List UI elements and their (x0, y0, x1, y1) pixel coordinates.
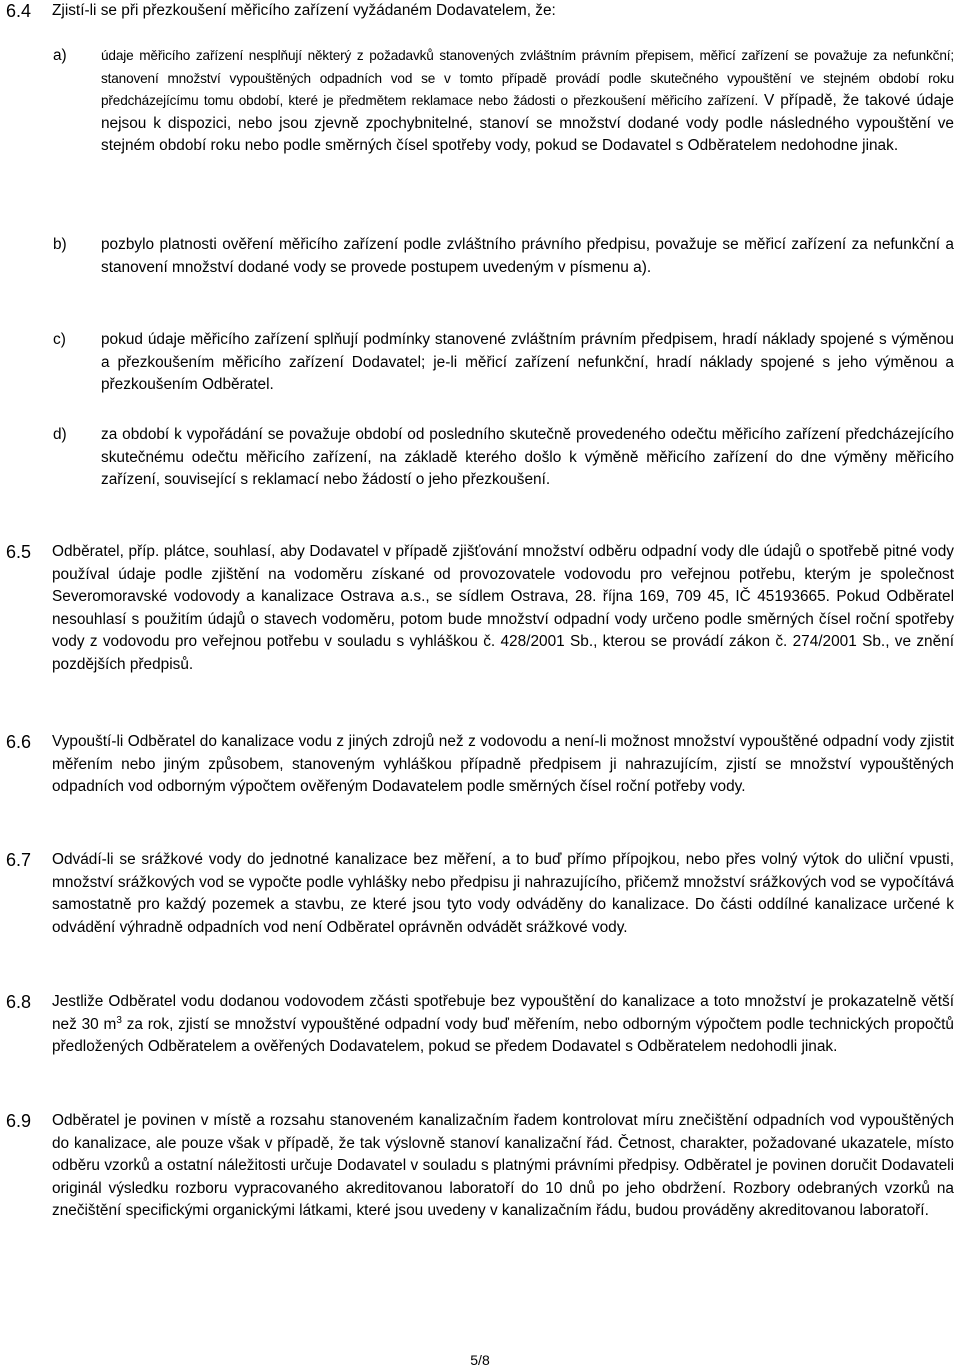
page-number: 5/8 (470, 1352, 490, 1368)
item-text (101, 45, 954, 158)
section-text: Vypouští-li Odběratel do kanalizace vodu z jiných zdrojů než z vodovodu a není-li možnost množství vypouštěné odpadní vody zjistit měřením nebo jiným způsobem, stanoveným vyhláškou případně předpisem ji nahrazujícím, zjistí se množství vypouštěných odpadních vod odborným výpočtem ověřeným Dodavatelem podle směrných čísel roční potřeby vody. (52, 733, 954, 795)
section-text: Odběratel je povinen v místě a rozsahu stanoveném kanalizačním řadem kontrolovat míru znečištění odpadních vod vypouštěných do kanalizace, ale pouze však v případě, že tak výslovně stanoví kanalizační řád. Četnost, charakter, požadované ukazatele, místo odběru vzorků a ostatní náležitosti určuje Dodavatel v souladu s platnými právními předpisy. Odběratel je povinen doručit Dodavateli originál výsledku rozboru vypracovaného akreditovanou laboratoří do 10 dnů po jeho obdržení. Rozbory odebraných vzorků na znečištění specifickými organickými látkami, které jsou uvedeny v kanalizačním řádu, budou prováděny akreditovanou laboratoří. (52, 1112, 954, 1219)
section-number: 6.8 (6, 992, 32, 1012)
item-text-part: údaje měřicího zařízení nesplňují některý z požadavků stanovených zvláštním právním přepisem, měřicí zařízení se považuje za nefunkční; stanovení množství vypouštěných odpadních vod se v tomto případě provádí podle skutečného vypouštění ve stejném období roku předcházejícímu tomu období, které je předmětem reklamace nebo žádosti o přezkoušení měřicího zařízení. (101, 48, 954, 108)
section-number: 6.4 (6, 1, 32, 21)
item-text: za období k vypořádání se považuje období od posledního skutečně provedeného odečtu měřicího zařízení předcházejícího skutečnému odečtu měřicího zařízení, na základě kterého došlo k výměně měřicího zařízení do dne výměny měřicího zařízení, související s reklamací nebo žádostí o jeho přezkoušení. (101, 426, 954, 488)
section-text-part: Jestliže Odběratel vodu dodanou vodovodem zčásti spotřebuje bez vypouštění do kanalizace a toto množství je prokazatelně větší než 30 m (52, 993, 954, 1033)
section-text-part: za rok, zjistí se množství vypouštěné odpadní vody buď měřením, nebo odborným výpočtem podle technických propočtů předložených Odběratelem a ověřených Dodavatelem, pokud se předem Dodavatel s Odběratelem nedohodli jinak. (52, 1015, 954, 1055)
item-text-part: V případě, že takové údaje nejsou k dispozici, nebo jsou zjevně zpochybnitelné, stanoví se množství dodané vody podle následného vypouštění ve stejném období roku nebo podle směrných čísel spotřeby vody, pokud se Dodavatel s Odběratelem nedohodne jinak. (101, 92, 954, 154)
item-letter: b) (53, 236, 67, 253)
section-text (52, 991, 954, 1059)
item-letter: d) (53, 426, 67, 443)
item-text: pokud údaje měřicího zařízení splňují podmínky stanovené zvláštním právním předpisem, hradí náklady spojené s výměnou a přezkoušením měřicího zařízení Dodavatel; je-li měřicí zařízení nefunkční, hradí náklady spojené s jeho výměnou a přezkoušením Odběratel. (101, 331, 954, 393)
section-text: Odběratel, příp. plátce, souhlasí, aby Dodavatel v případě zjišťování množství odběru odpadní vody dle údajů o spotřebě pitné vody používal údaje podle zjištění na vodoměru získané od provozovatele vodovodu pro veřejnou potřebu, kterým je společnost Severomoravské vodovody a kanalizace Ostrava a.s., se sídlem Ostrava, 28. října 169, 709 45, IČ 45193665. Pokud Odběratel nesouhlasí s použitím údajů o stavech vodoměru, potom bude množství odpadní vody určeno podle směrných čísel roční spotřeby vody z vodovodu pro veřejnou potřebu v souladu s vyhláškou č. 428/2001 Sb., kterou se provádí zákon č. 274/2001 Sb., ve znění pozdějších předpisů. (52, 543, 954, 673)
section-number: 6.6 (6, 732, 32, 752)
superscript-3: 3 (116, 1014, 122, 1026)
section-text: Odvádí-li se srážkové vody do jednotné kanalizace bez měření, a to buď přímo přípojkou, nebo přes volný výtok do uliční vpusti, množství srážkových vod se vypočte podle vyhlášky nebo předpisu ji nahrazujícího, přičemž množství srážkových vod se vypočítává samostatně pro každý pozemek a stavbu, ze které jsou tyto vody odváděny do kanalizace. Do části oddílné kanalizace určené k odvádění výhradně odpadních vod není Odběratel oprávněn odvádět srážkové vody. (52, 851, 954, 936)
item-letter: a) (53, 47, 67, 64)
section-number: 6.5 (6, 542, 32, 562)
section-heading: Zjistí-li se při přezkoušení měřicího zařízení vyžádaném Dodavatelem, že: (52, 2, 556, 19)
item-letter: c) (53, 331, 66, 348)
section-number: 6.7 (6, 850, 32, 870)
item-text: pozbylo platnosti ověření měřicího zařízení podle zvláštního právního předpisu, považuje se měřicí zařízení za nefunkční a stanovení množství dodané vody se provede postupem uvedeným v písmenu a). (101, 236, 954, 276)
section-number: 6.9 (6, 1111, 32, 1131)
